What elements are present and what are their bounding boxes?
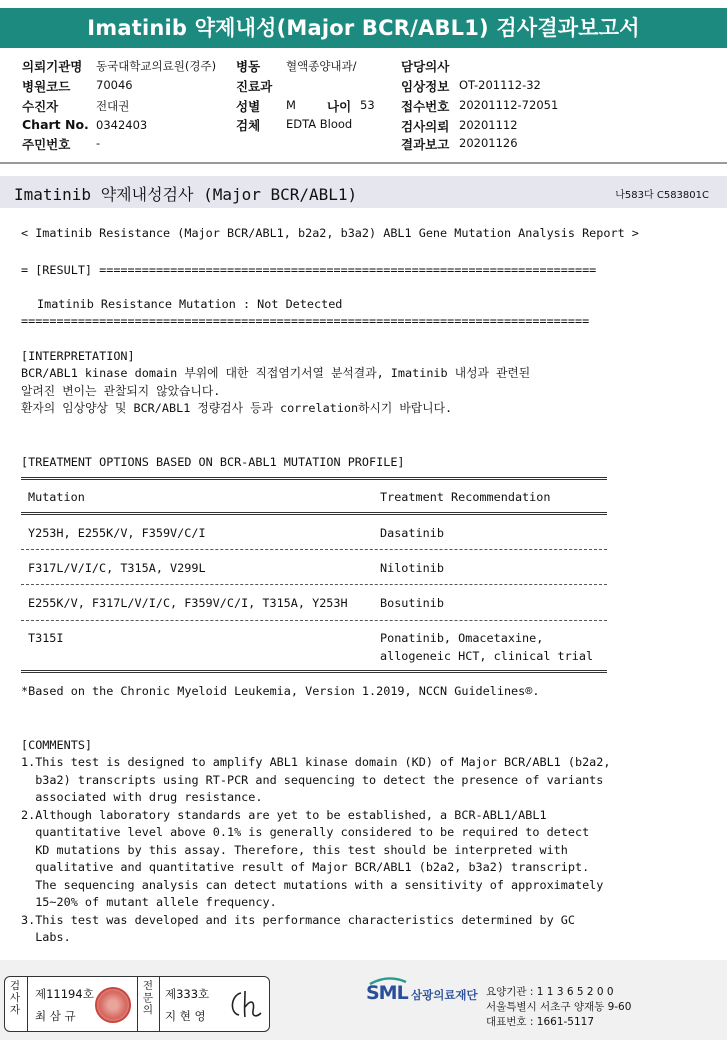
report-subtitle: < Imatinib Resistance (Major BCR/ABL1, b2a2, b3a2) ABL1 Gene Mutation Analysis Report > [21,226,639,240]
specialist-name: 지 현 영 [165,1009,206,1023]
mutation-cell: E255K/V, F317L/V/I/C, F359V/C/I, T315A, Y253H [28,596,348,610]
divider [159,977,160,1031]
row-divider [21,549,607,550]
section-header [0,176,727,208]
info-label: 검사의뢰 [401,119,450,134]
mutation-cell: Y253H, E255K/V, F359V/C/I [28,526,206,540]
comment-line: Labs. [21,930,71,944]
phone-number: 대표번호 : 1661-5117 [486,1016,595,1028]
treatment-cell: Bosutinib [380,596,444,610]
info-label: 병원코드 [22,79,71,94]
interpretation-header: [INTERPRETATION] [21,349,135,363]
comment-line: 2.Although laboratory standards are yet to be established, a BCR-ABL1/ABL1 [21,808,547,822]
treatment-cell: Ponatinib, Omacetaxine, [380,631,544,645]
comments-header: [COMMENTS] [21,738,93,752]
signature-icon [227,987,265,1021]
info-label: 임상정보 [401,79,450,94]
specialist-license: 제333호 [165,987,210,1001]
info-label: 성별 [236,99,261,114]
info-label: 의뢰기관명 [22,59,83,74]
signature-box [4,976,270,1032]
info-value: - [96,136,101,150]
info-label: 수진자 [22,99,59,114]
comment-line: qualitative and quantitative result of Major BCR/ABL1 (b2a2, b3a2) transcript. [21,860,590,874]
table-rule [21,512,607,515]
info-value: 0342403 [96,118,148,132]
specialist-label: 전 문 의 [142,980,154,1016]
address: 서울특별시 서초구 양재동 9-60 [486,1001,632,1013]
interpretation-line: 환자의 임상양상 및 BCR/ABL1 정량검사 등과 correlation하시기 바랍니다. [21,401,453,415]
info-value: 70046 [96,78,133,92]
col-treatment-header: Treatment Recommendation [380,490,551,504]
treatment-cell: Dasatinib [380,526,444,540]
table-rule [21,477,607,480]
info-label: 검체 [236,118,261,133]
info-value: 전대권 [96,99,130,113]
divider [27,977,28,1031]
info-label: 진료과 [236,79,273,94]
comment-line: 1.This test is designed to amplify ABL1 kinase domain (KD) of Major BCR/ABL1 (b2a2, [21,755,611,769]
mutation-cell: T315I [28,631,64,645]
info-value: 동국대학교의료원(경주) [96,59,217,73]
signer-label: 검 사 자 [9,980,21,1016]
row-divider [21,620,607,621]
info-label: Chart No. [22,117,89,132]
result-footer: ================================================================================ [21,314,590,328]
treatment-cell: Nilotinib [380,561,444,575]
comment-line: The sequencing analysis can detect mutations with a sensitivity of approximately [21,878,604,892]
table-rule [21,670,607,673]
interpretation-line: 알려진 변이는 관찰되지 않았습니다. [21,384,221,398]
seal-icon [95,987,131,1023]
info-label: 병동 [236,59,261,74]
comment-line: 15~20% of mutant allele frequency. [21,895,277,909]
section-title: Imatinib 약제내성검사 (Major BCR/ABL1) [14,185,358,204]
signer-name: 최 삼 규 [35,1009,76,1023]
info-value: OT-201112-32 [459,78,541,92]
info-label: 접수번호 [401,99,450,114]
info-value: EDTA Blood [286,117,353,131]
mutation-cell: F317L/V/I/C, T315A, V299L [28,561,206,575]
patient-info [0,54,727,154]
info-value: 20201112-72051 [459,98,559,112]
comment-line: b3a2) transcripts using RT-PCR and sequencing to detect the presence of variants [21,773,604,787]
info-label: 나이 [327,99,352,114]
report-footer [0,960,727,1040]
logo-mark: SML [366,982,408,1004]
info-label: 결과보고 [401,137,450,152]
divider [0,162,727,164]
institution-code: 요양기관 : 1 1 3 6 5 2 0 0 [486,986,614,998]
info-value: 20201112 [459,118,518,132]
info-value: 53 [360,98,375,112]
result-header: = [RESULT] ====================================================================== [21,263,597,277]
footnote: *Based on the Chronic Myeloid Leukemia, Version 1.2019, NCCN Guidelines®. [21,684,540,698]
interpretation-line: BCR/ABL1 kinase domain 부위에 대한 직접염기서열 분석결과, Imatinib 내성과 관련된 [21,366,531,380]
comment-line: associated with drug resistance. [21,790,263,804]
treatment-header: [TREATMENT OPTIONS BASED ON BCR-ABL1 MUTATION PROFILE] [21,455,405,469]
treatment-cell: allogeneic HCT, clinical trial [380,649,594,663]
signer-license: 제11194호 [35,987,94,1001]
info-value: 혈액종양내과/ [286,59,357,73]
test-code: 나583다 C583801C [615,190,709,201]
col-mutation-header: Mutation [28,490,85,504]
logo-text: 삼광의료재단 [411,988,478,1002]
info-value: M [286,98,296,112]
comment-line: 3.This test was developed and its performance characteristics determined by GC [21,913,575,927]
info-value: 20201126 [459,136,518,150]
info-label: 주민번호 [22,137,71,152]
row-divider [21,584,607,585]
comment-line: quantitative level above 0.1% is generally considered to be required to detect [21,825,590,839]
comment-line: KD mutations by this assay. Therefore, this test should be interpreted with [21,843,568,857]
divider [137,977,138,1031]
result-line: Imatinib Resistance Mutation : Not Detected [37,297,343,311]
info-label: 담당의사 [401,59,450,74]
report-title: Imatinib 약제내성(Major BCR/ABL1) 검사결과보고서 [0,8,727,48]
logo-swoosh-icon [368,976,408,986]
